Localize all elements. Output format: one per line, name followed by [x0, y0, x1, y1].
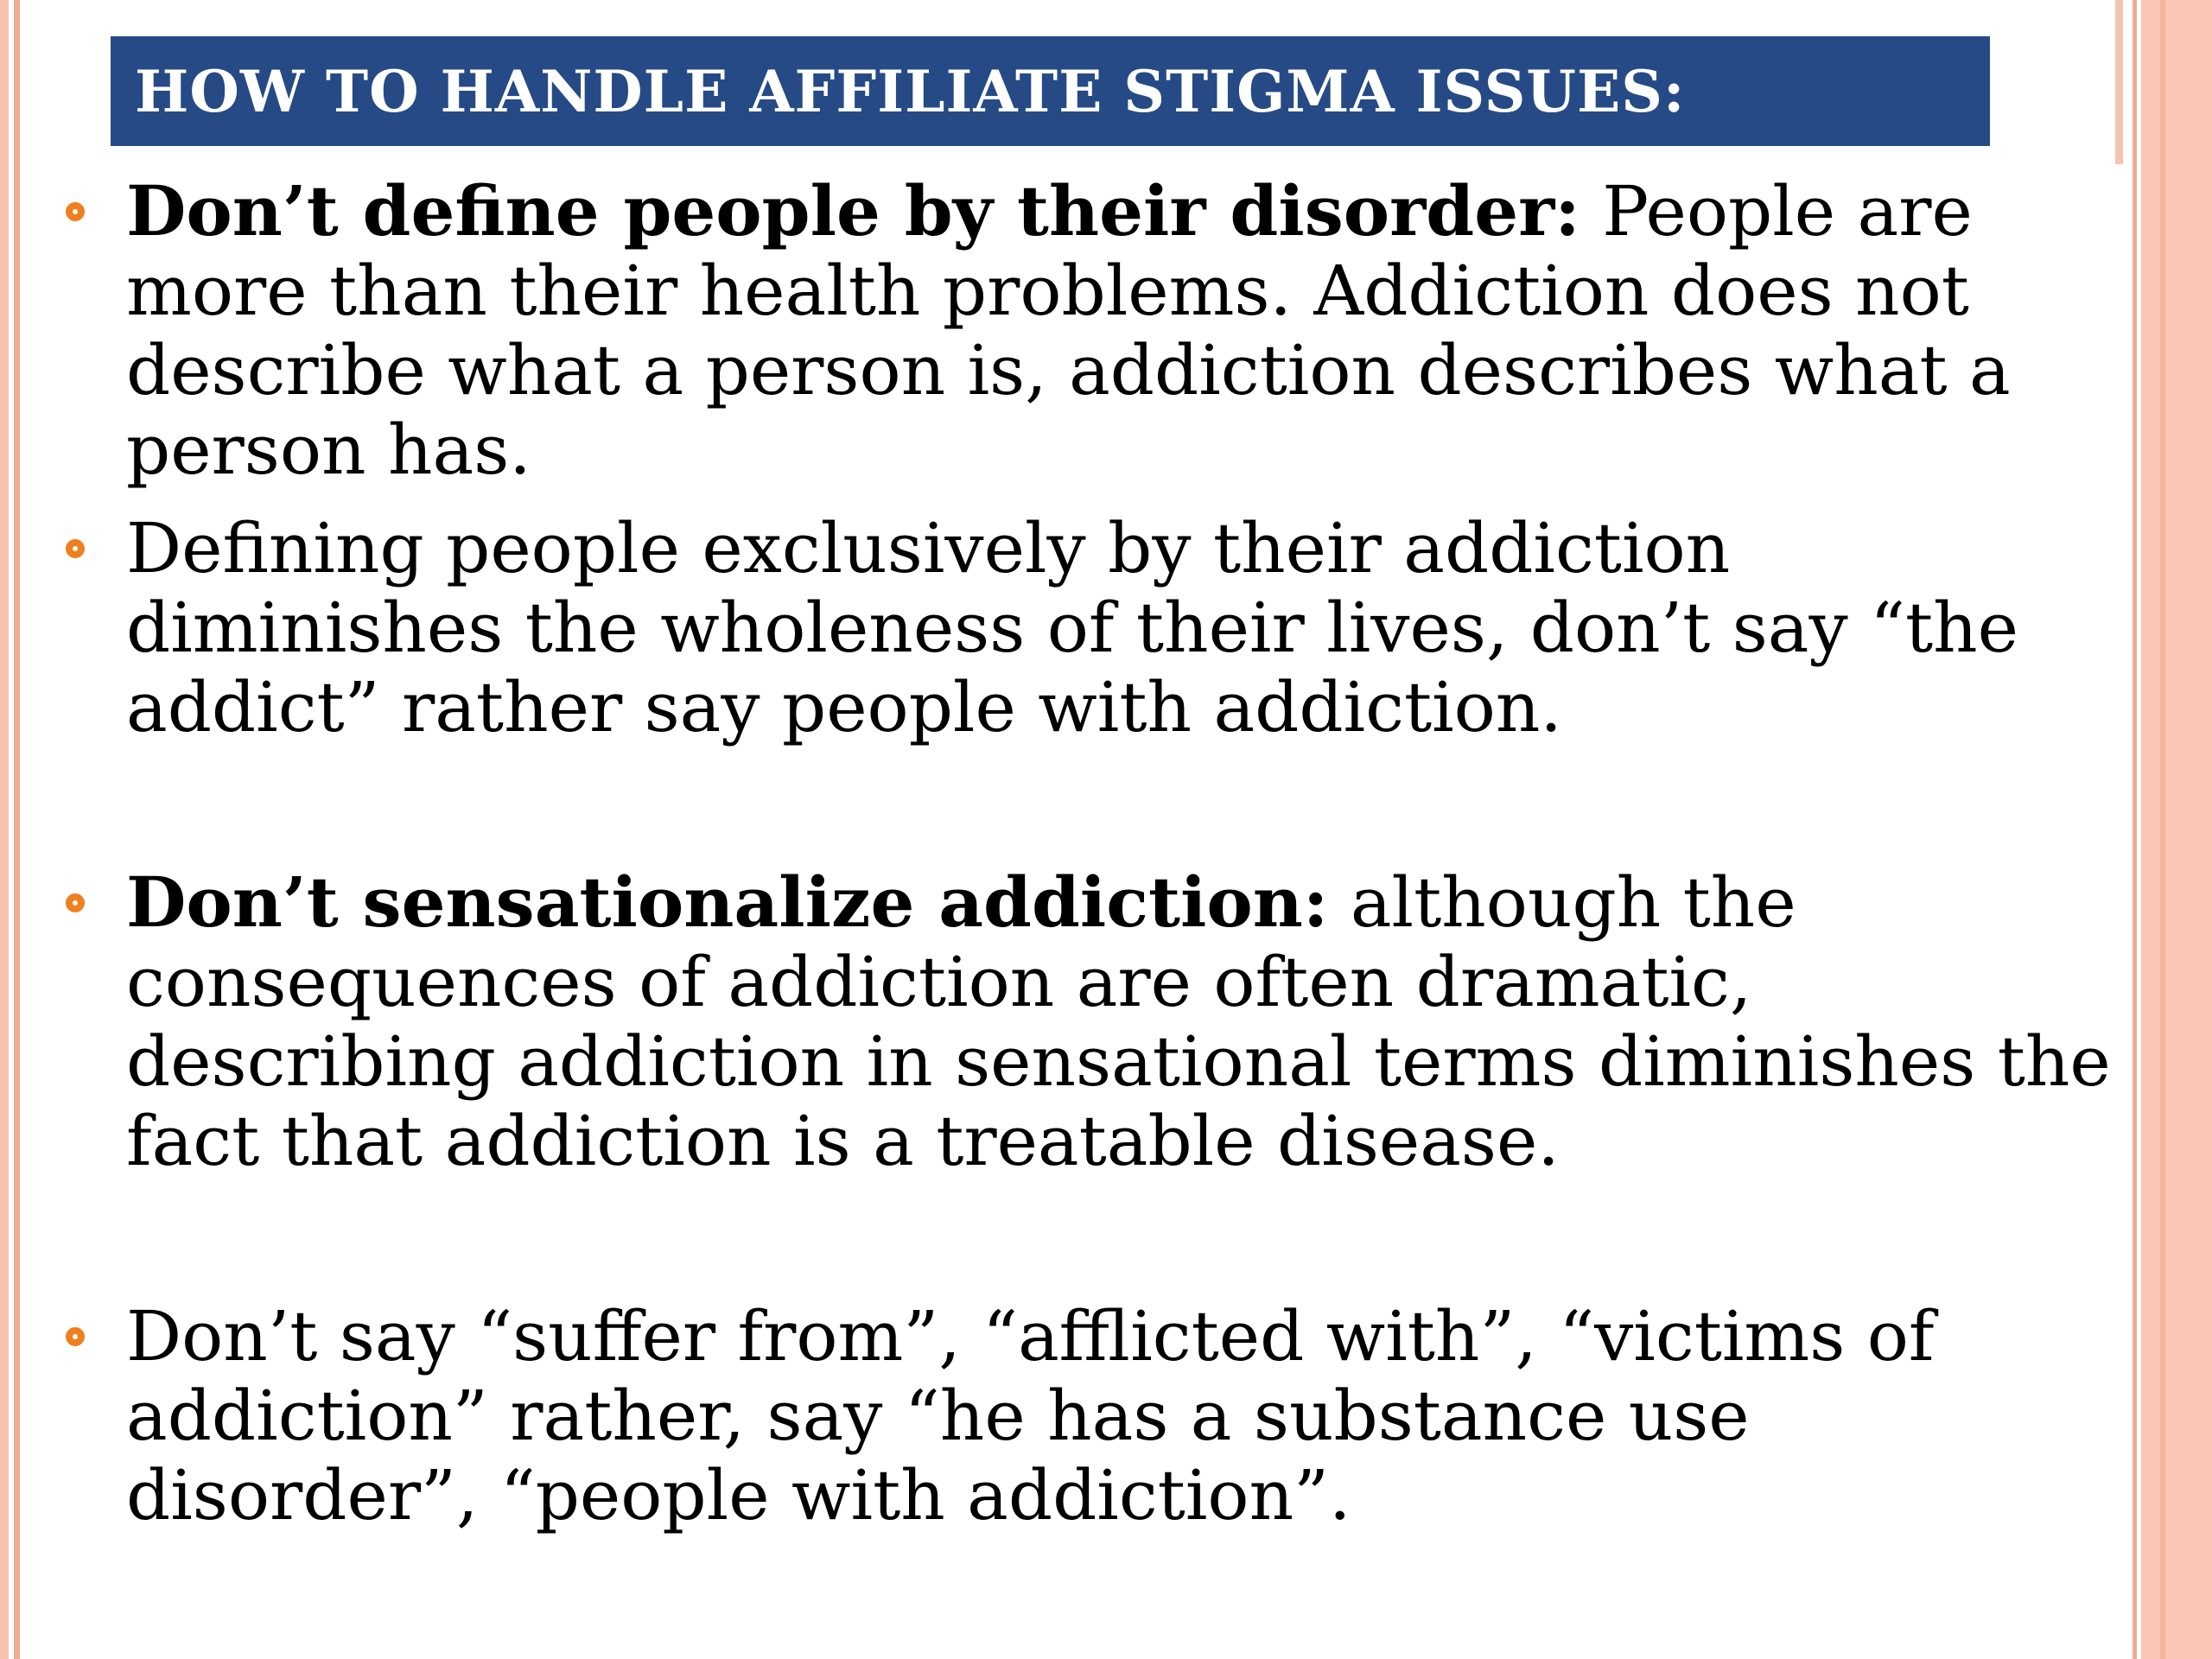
bullet-text	[126, 862, 2122, 1181]
bullet-body: Defining people exclusively by their addiction diminishes the wholeness of their lives, don’t say “the addict” rather say people with addiction.	[126, 508, 2018, 747]
hollow-circle-bullet-icon	[66, 1327, 85, 1346]
hollow-circle-bullet-icon	[66, 893, 85, 912]
right-decorative-stripe	[2141, 0, 2212, 1659]
bullet-bold-heading: Don’t define people by their disorder:	[126, 170, 1580, 251]
bullet-body: although the consequences of addiction are often dramatic, describing addiction in sensational terms diminishes the fact that addiction is a treatable disease.	[126, 862, 2111, 1181]
bullet-text	[126, 508, 2122, 747]
bullet-body: People are more than their health problems. Addiction does not describe what a person is, addiction describes what a person has.	[126, 171, 2011, 490]
right-decorative-stripe-inner	[2160, 0, 2165, 1659]
left-decorative-stripe-inner	[14, 0, 20, 1659]
hollow-circle-bullet-icon	[66, 202, 85, 221]
bullet-text	[126, 1296, 2122, 1535]
bullet-bold-heading: Don’t sensationalize addiction:	[126, 861, 1329, 943]
bullet-body: Don’t say “suffer from”, “afflicted with”, “victims of addiction” rather, say “he has a substance use disorder”, “people with addiction”.	[126, 1296, 1935, 1535]
hollow-circle-bullet-icon	[66, 539, 85, 558]
right-decorative-accent	[2115, 0, 2123, 164]
title-bar	[111, 36, 1990, 146]
bullet-text	[126, 171, 2122, 490]
left-decorative-stripe	[0, 0, 9, 1659]
right-decorative-stripe-line	[2133, 0, 2137, 1659]
slide-title: HOW TO HANDLE AFFILIATE STIGMA ISSUES:	[135, 57, 1686, 125]
